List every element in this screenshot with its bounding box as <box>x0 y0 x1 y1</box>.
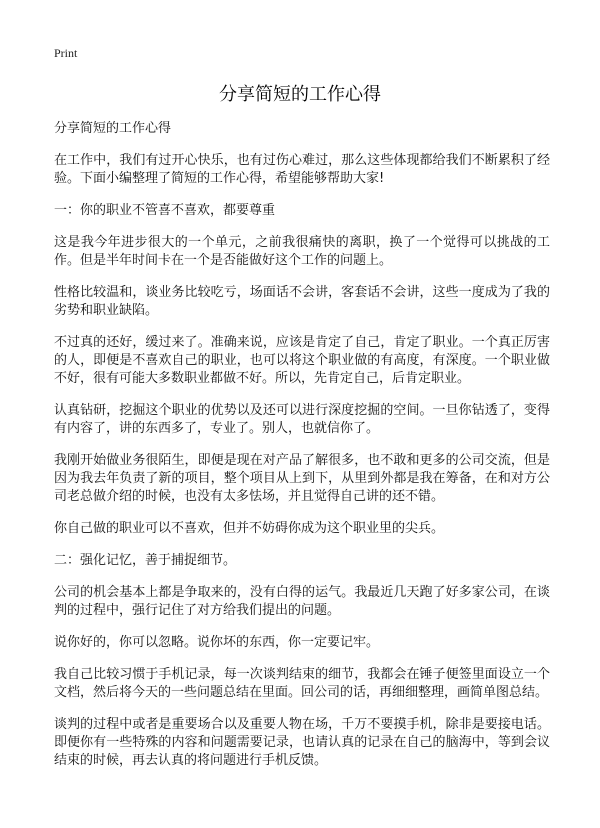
paragraph: 你自己做的职业可以不喜欢，但并不妨碍你成为这个职业里的尖兵。 <box>54 521 445 536</box>
section-heading-2: 二：强化记忆，善于捕捉细节。 <box>54 553 237 568</box>
page-title: 分享简短的工作心得 <box>219 84 381 105</box>
article-body <box>54 120 550 784</box>
paragraph: 不过真的还好，缓过来了。准确来说，应该是肯定了自己，肯定了职业。一个真正厉害的人，即便是不喜欢自己的职业，也可以将这个职业做的有高度，有深度。一个职业做不好，很有可能大多数职业都做不好。所以，先肯定自己，后肯定职业。 <box>54 335 550 386</box>
paragraph-intro: 在工作中，我们有过开心快乐，也有过伤心难过，那么这些体现都给我们不断累积了经验。下面小编整理了简短的工作心得，希望能够帮助大家! <box>54 153 550 186</box>
paragraph: 认真钻研，挖掘这个职业的优势以及还可以进行深度挖掘的空间。一旦你钻透了，变得有内容了，讲的东西多了，专业了。别人，也就信你了。 <box>54 403 550 436</box>
paragraph: 我刚开始做业务很陌生，即便是现在对产品了解很多，也不敢和更多的公司交流，但是因为我去年负责了新的项目，整个项目从上到下，从里到外都是我在筹备，在和对方公司老总做介绍的时候，也没有太多怯场，并且觉得自己讲的还不错。 <box>54 453 550 504</box>
section-heading-1: 一：你的职业不管喜不喜欢，都要尊重 <box>54 203 276 218</box>
paragraph: 说你好的，你可以忽略。说你坏的东西，你一定要记牢。 <box>54 635 380 650</box>
paragraph: 我自己比较习惯于手机记录，每一次谈判结束的细节，我都会在锤子便签里面设立一个文档，然后将今天的一些问题总结在里面。回公司的话，再细细整理，画简单图总结。 <box>54 667 550 700</box>
article-subtitle: 分享简短的工作心得 <box>54 121 172 136</box>
paragraph: 性格比较温和，谈业务比较吃亏，场面话不会讲，客套话不会讲，这些一度成为了我的劣势和职业缺陷。 <box>54 285 550 318</box>
paragraph: 公司的机会基本上都是争取来的，没有白得的运气。我最近几天跑了好多家公司，在谈判的过程中，强行记住了对方给我们提出的问题。 <box>54 585 550 618</box>
print-link[interactable]: Print <box>54 46 78 60</box>
paragraph: 这是我今年进步很大的一个单元，之前我很痛快的离职，换了一个觉得可以挑战的工作。但是半年时间卡在一个是否能做好这个工作的问题上。 <box>54 235 550 268</box>
paragraph: 谈判的过程中或者是重要场合以及重要人物在场，千万不要摸手机，除非是要接电话。即便你有一些特殊的内容和问题需要记录，也请认真的记录在自己的脑海中，等到会议结束的时候，再去认真的将问题进行手机反馈。 <box>54 717 550 768</box>
